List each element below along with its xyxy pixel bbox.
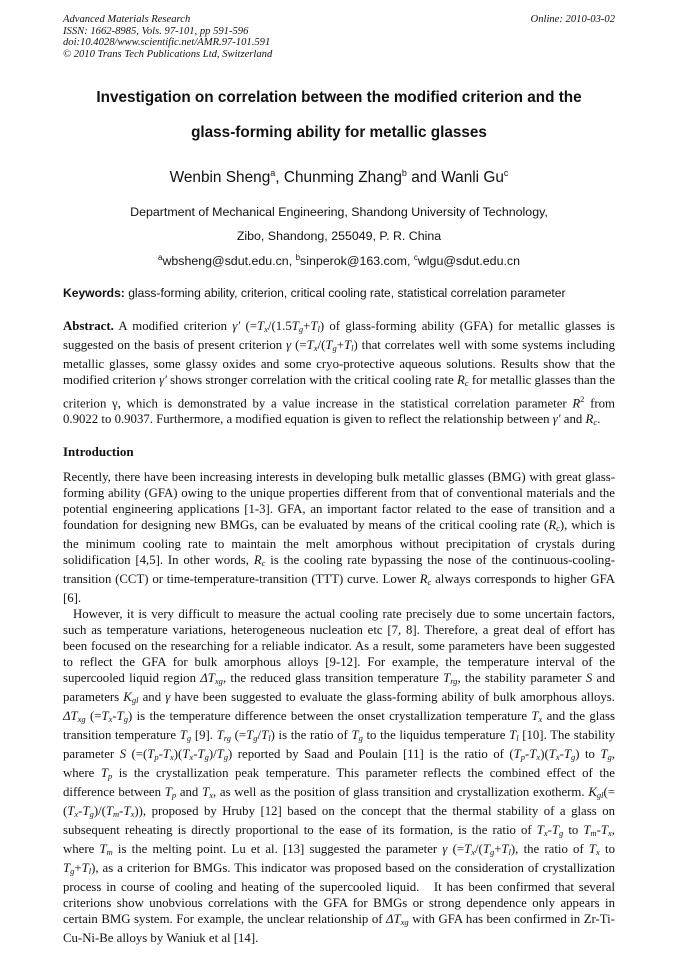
citation: [6] [63, 591, 78, 605]
keywords [63, 286, 618, 300]
keywords-label: Keywords: [63, 286, 125, 300]
intro-paragraph-1: Recently, there have been increasing interests in developing bulk metallic glasses (BMG) with great glass-forming ability (GFA) owing to the unique properties different from that of conventional materials and the potential engineering applications [1-3]. GFA, an important factor related to the ease of transition and a foundation for designing new BMGs, can be evaluated by means of the critical cooling rate $(R_c)$, which is the minimum cooling rate to maintain the melt amorphous without precipitation of crystals during solidification [4,5]. In other words, $R_c$ is the cooling rate bypassing the nose of the continuous-cooling-transition (CCT) or time-temperature-transition (TTT) curve. Lower $R_c$ always corresponds to higher GFA [6]. [63, 470, 615, 605]
citation: [11] [402, 747, 424, 761]
author-2-mark: b [401, 168, 407, 178]
affiliation-line-2: Zibo, Shandong, 255049, P. R. China [236, 229, 442, 243]
abstract-paragraph: Abstract. A modified criterion γ′ ($=T_x/(1.5T_g+T_l)$ of glass-forming ability (GFA) for metallic glasses is suggested on the basis of present criterion γ ($=T_x/(T_g+T_l)$ that correlates well with some systems including metallic glasses, some glassy oxides and some cryo-protective aqueous solutions. Results show that the modified criterion γ′ shows stronger correlation with the critical cooling rate $R_c$ for metallic glasses than the criterion γ, which is demonstrated by a value increase in the statistical correlation parameter $R^2$ from 0.9022 to 0.9037. Furthermore, a modified equation is given to reflect the relationship between γ′ and $R_c$. [63, 319, 615, 428]
email-2-mark: b [295, 253, 301, 262]
online-date: Online: 2010-03-02 [530, 14, 615, 25]
citation: [7, 8] [387, 623, 417, 637]
citation: [1-3] [244, 502, 270, 516]
email-1[interactable]: wbsheng@sdut.edu.cn [162, 254, 289, 268]
email-2[interactable]: sinperok@163.com [300, 254, 407, 268]
email-3[interactable]: wlgu@sdut.edu.cn [417, 254, 520, 268]
affiliation-line-1: Department of Mechanical Engineering, Shandong University of Technology, [130, 205, 548, 219]
author-1-mark: a [270, 168, 276, 178]
citation: [14] [233, 931, 256, 945]
journal-info [63, 14, 272, 60]
intro-paragraph-2: However, it is very difficult to measure the actual cooling rate precisely due to some uncertain factors, such as temperature variations, heterogeneous nucleation etc [7, 8]. Therefore, a great deal of effort has been focused on the researching for a reliable indicator. As a result, some parameters have been suggested to reflect the GFA for bulk amorphous alloys [9-12]. For example, the temperature interval of the supercooled liquid region $\Delta T_{xg}$, the reduced glass transition temperature $T_{rg}$, the stability parameter S and parameters $K_{gl}$ and γ have been suggested to evaluate the glass-forming ability of bulk amorphous alloys. $\Delta T_{xg}$ $(=T_x-T_g)$ is the temperature difference between the onset crystallization temperature $T_x$ and the glass transition temperature $T_g$ [9]. $T_{rg}$ $(=T_g/T_l)$ is the ratio of $T_g$ to the liquidus temperature $T_l$ [10]. The stability parameter S $(=(T_p-T_x)(T_x-T_g)/T_g)$ reported by Saad and Poulain [11] is the ratio of $(T_p-T_x)(T_x-T_g)$ to $T_g$, where $T_p$ is the crystallization peak temperature. This parameter reflects the combined effect of the difference between $T_p$ and $T_x$, as well as the position of glass transition and crystallization exotherm. $K_{gl}(=(T_x-T_g)/(T_m-T_x))$, proposed by Hruby [12] based on the concept that the thermal stability of a glass on subsequent reheating is directly proportional to the ease of its formation, is the ratio of $T_x-T_g$ to $T_m-T_x$, where $T_m$ is the melting point. Lu et al. [13] suggested the parameter γ ($=T_x/(T_g+T_l)$, the ratio of $T_x$ to $T_g+T_l$), as a criterion for BMGs. This indicator was proposed based on the consideration of crystallization process in course of cooling and heating of the supercooled liquid. It has been confirmed that several criterions show unobvious correlations with the GFA for BMGs or strong dependence only appears in certain BMG system. For example, the unclear relationship of $\Delta T_{xg}$ with GFA has been confirmed in Zr-Ti-Cu-Ni-Be alloys by Waniuk et al [14]. [63, 607, 616, 945]
email-1-mark: a [157, 253, 163, 262]
r2-old-value: 0.9022 [63, 412, 99, 427]
author-2: Chunming Zhang [283, 169, 402, 186]
doi-line: doi:10.4028/www.scientific.net/AMR.97-101.591 [63, 37, 271, 49]
author-1: Wenbin Sheng [169, 169, 271, 186]
paper-title-line-2: glass-forming ability for metallic glasses [191, 124, 487, 141]
keywords-text: glass-forming ability, criterion, critical cooling rate, statistical correlation parameter [128, 286, 566, 300]
r2-new-value: 0.9037 [114, 412, 150, 427]
citation: [13] [282, 842, 305, 856]
author-3: Wanli Gu [441, 169, 504, 186]
running-header [63, 14, 615, 60]
email-3-mark: c [413, 253, 418, 262]
author-3-mark: c [503, 168, 509, 178]
issn-line: ISSN: 1662-8985, Vols. 97-101, pp 591-596 [63, 25, 249, 37]
author-list: Wenbin Sheng$^a$, Chunming Zhang$^b$ and Wanli Gu$^c$ [169, 168, 509, 186]
citation: [12] [260, 804, 282, 818]
citation: [4,5] [135, 553, 160, 567]
journal-name: Advanced Materials Research [63, 14, 191, 25]
introduction-heading: Introduction [63, 444, 134, 459]
citation: [10] [522, 728, 544, 742]
author-conjunction: and [411, 169, 437, 186]
abstract-label: Abstract. [63, 319, 114, 333]
copyright-line: © 2010 Trans Tech Publications Ltd, Switzerland [63, 48, 273, 60]
paper-title-line-1: Investigation on correlation between the modified criterion and the [96, 89, 582, 106]
email-list: $^a$wbsheng@sdut.edu.cn, $^b$sinperok@163.com, $^c$wlgu@sdut.edu.cn [157, 253, 520, 268]
citation: [9] [194, 728, 210, 742]
introduction-body [63, 469, 615, 946]
citation: [9-12] [325, 655, 358, 669]
